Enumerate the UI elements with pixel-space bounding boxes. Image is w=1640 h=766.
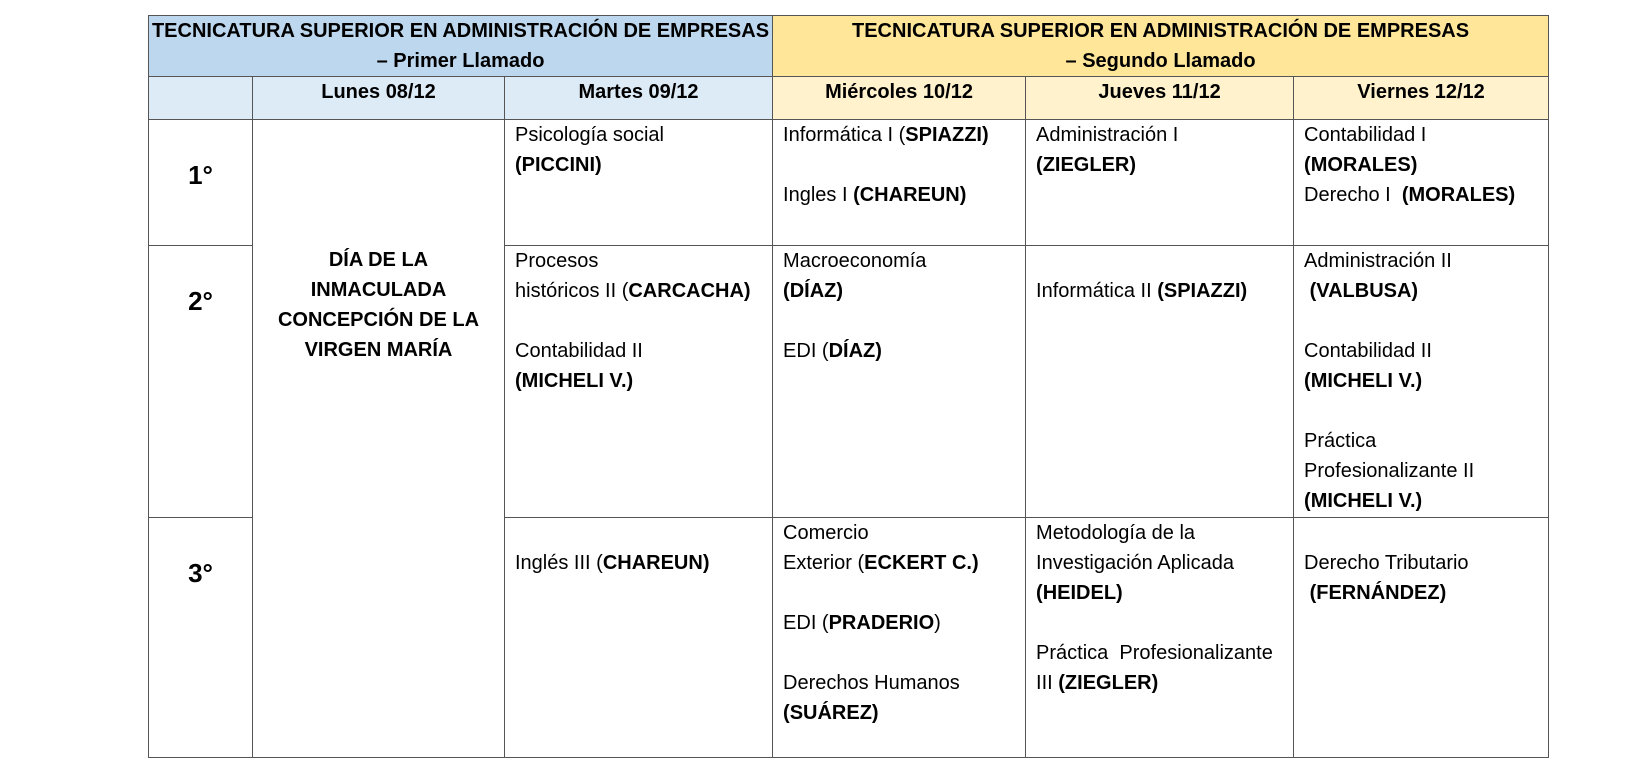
year-1-row	[149, 120, 1549, 246]
day-header-row	[149, 77, 1549, 120]
exam-cell-y3-viernes: Derecho Tributario (FERNÁNDEZ)	[1294, 518, 1549, 758]
day-header-miercoles: Miércoles 10/12	[773, 77, 1026, 120]
exam-cell-y3-martes: Inglés III (CHAREUN)	[505, 518, 773, 758]
exam-cell-y1-viernes: Contabilidad I (MORALES) Derecho I (MORALES)	[1294, 120, 1549, 246]
second-call-label: – Segundo Llamado	[1065, 50, 1256, 72]
exam-cell-y2-viernes: Administración II (VALBUSA) Contabilidad II (MICHELI V.) Práctica Profesionalizante II (MICHELI V.)	[1294, 246, 1549, 518]
holiday-text: DÍA DE LA INMACULADA CONCEPCIÓN DE LA VIRGEN MARÍA	[277, 249, 480, 361]
day-header-lunes: Lunes 08/12	[253, 77, 505, 120]
holiday-cell	[253, 120, 505, 758]
year-label-1: 1°	[149, 120, 253, 246]
day-header-jueves: Jueves 11/12	[1026, 77, 1294, 120]
year-label-2: 2°	[149, 246, 253, 518]
exam-cell-y2-martes: Procesos históricos II (CARCACHA) Contabilidad II (MICHELI V.)	[505, 246, 773, 518]
exam-cell-y2-jueves: Informática II (SPIAZZI)	[1026, 246, 1294, 518]
second-call-program: TECNICATURA SUPERIOR EN ADMINISTRACIÓN DE EMPRESAS	[852, 20, 1470, 42]
year-label-3: 3°	[149, 518, 253, 758]
day-header-viernes: Viernes 12/12	[1294, 77, 1549, 120]
exam-cell-y2-miercoles: Macroeconomía (DÍAZ) EDI (DÍAZ)	[773, 246, 1026, 518]
first-call-label: – Primer Llamado	[376, 50, 545, 72]
second-call-header	[773, 16, 1549, 77]
first-call-header	[149, 16, 773, 77]
exam-cell-y3-jueves: Metodología de la Investigación Aplicada (HEIDEL) Práctica Profesionalizante III (ZIEGLER)	[1026, 518, 1294, 758]
exam-schedule-table	[148, 15, 1549, 758]
first-call-program: TECNICATURA SUPERIOR EN ADMINISTRACIÓN DE EMPRESAS	[151, 20, 770, 42]
exam-cell-y3-miercoles: Comercio Exterior (ECKERT C.) EDI (PRADERIO) Derechos Humanos (SUÁREZ)	[773, 518, 1026, 758]
exam-cell-y1-martes: Psicología social (PICCINI)	[505, 120, 773, 246]
day-header-martes: Martes 09/12	[505, 77, 773, 120]
exam-cell-y1-miercoles: Informática I (SPIAZZI) Ingles I (CHAREUN)	[773, 120, 1026, 246]
year-column-header	[149, 77, 253, 120]
program-header-row	[149, 16, 1549, 77]
exam-cell-y1-jueves: Administración I (ZIEGLER)	[1026, 120, 1294, 246]
